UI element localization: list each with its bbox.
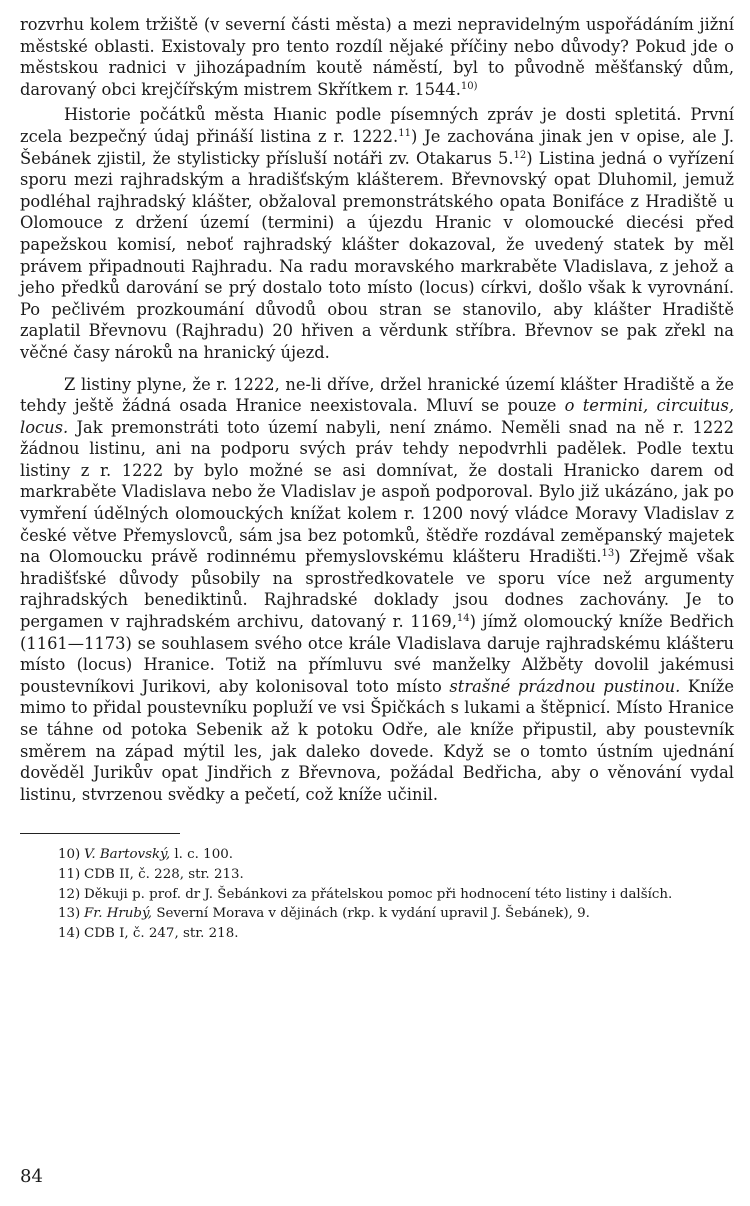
- footnote: [20, 866, 734, 884]
- italic-text: Fr. Hrubý,: [84, 906, 153, 922]
- footnotes: [20, 846, 734, 942]
- footnote-ref: 11: [398, 127, 411, 139]
- italic-text: o termini, circuitus, locus.: [20, 396, 734, 437]
- text-run: Z listiny plyne, že r. 1222, ne-li dříve, držel hranické území klášter Hradiště a že tehdy ještě žádná osada Hranice neexistovala. Mluví se pouze: [20, 374, 734, 416]
- text-run: ) Zřejmě však hradišťské důvody působily na sprostředkovatele ve sporu více než argumenty rajhradských benediktinů. Rajhradské doklady jsou dodnes zachovány. Je to pergamen v rajhradském archivu, datovaný r. 1169,: [20, 547, 734, 632]
- footnote-number: 11): [58, 866, 81, 882]
- footnote: [20, 886, 734, 904]
- paragraph-2: [20, 104, 734, 363]
- page-number: 84: [20, 1166, 43, 1187]
- text-run: ) jímž olomoucký kníže Bedřich (1161—1173) se souhlasem svého otce krále Vladislava daruje rajhradskému klášteru místo (locus) Hranice. Totiž na přímluvu své manželky Alžběty dovolil jakémusi poustevníkovi Jurikovi, aby kolonisoval toto místo: [20, 612, 734, 696]
- footnote-number: 12): [58, 886, 81, 902]
- text-run: ) Listina jedná o vyřízení sporu mezi rajhradským a hradišťským klášterem. Břevnovský opat Dluhomil, jemuž podléhal rajhradský klášter, obžaloval premonstrátského opata Bonifáce z Hradiště u Olomouce z držení území (termini) a újezdu Hranic v olomoucké diecési před papežskou komisí, neboť rajhradský klášter dokazoval, že uvedený statek by měl právem připadnouti Rajhradu. Na radu moravského markraběte Vladislava, z jehož a jeho předků darování se prý dostalo toto místo (locus) církvi, došlo však k vyrovnání. Po pečlivém prozkoumání důvodů obou stran se stanovilo, aby klášter Hradiště zaplatil Břevnovu (Rajhradu) 20 hřiven a věrdunk stříbra. Břevnov se pak zřekl na věčné časy nároků na hranický újezd.: [20, 148, 734, 362]
- text-run: ) Je zachována jinak jen v opise, ale J. Šebánek zjistil, že stylisticky přísluší notáři zv. Otakarus 5.: [20, 126, 734, 168]
- footnote-separator: [20, 833, 180, 834]
- footnote-ref: 10): [460, 80, 478, 92]
- footnote-number: 13): [58, 906, 81, 922]
- footnote-ref: 12: [513, 149, 527, 161]
- italic-text: V. Bartovský,: [84, 847, 171, 863]
- footnote-number: 10): [58, 847, 81, 863]
- text-run: rozvrhu kolem tržiště (v severní části města) a mezi nepravidelným uspořádáním jižní městské oblasti. Existovaly pro tento rozdíl nějaké příčiny nebo důvody? Pokud jde o městskou radnici v jihozápadním koutě náměstí, byl to původně měšťanský dům, darovaný obci krejčířským mistrem Skřítkem r. 1544.: [20, 15, 734, 99]
- text-run: Jak premonstráti toto území nabyli, není známo. Neměli snad na ně r. 1222 žádnou listinu, ani na podporu svých práv tehdy nepodvrhli padělek. Podle textu listiny z r. 1222 by bylo možné se asi domnívat, že dostali Hranicko darem od markraběte Vladislava nebo že Vladislav je aspoň podporoval. Bylo již ukázáno, jak po vymření údělných olomouckých knížat kolem r. 1200 nový vládce Moravy Vladislav z české větve Přemyslovců, sám jsa bez potomků, štědře rozdával zeměpanský majetek na Olomoucku právě rodinnému přemyslovskému klášteru Hradišti.: [20, 417, 734, 567]
- text-run: Historie počátků města Hıanic podle písemných zpráv je dosti spletitá. První zcela bezpečný údaj přináší listina z r. 1222.: [20, 105, 734, 146]
- footnote: [20, 846, 734, 864]
- footnote: [20, 905, 734, 923]
- text-run: CDB I, č. 247, str. 218.: [84, 925, 239, 941]
- text-run: CDB II, č. 228, str. 213.: [84, 866, 244, 882]
- footnote-ref: 13: [601, 548, 615, 560]
- italic-text: strašné prázdnou pustinou.: [449, 676, 681, 696]
- footnote: [20, 925, 734, 943]
- body-text: [20, 14, 734, 805]
- text-run: Kníže mimo to přidal poustevníku popluží ve vsi Špičkách s lukami a štěpnicí. Místo Hranice se táhne od potoka Sebenik až k potoku Odře, ale kníže připustil, aby poustevník směrem na západ mýtil les, jak daleko dovede. Když se o tomto ústním ujednání dověděl Jurikův opat Jindřich z Břevnova, požádal Bedřicha, aby o věnování vydal listinu, stvrzenou svědky a pečetí, což kníže učinil.: [20, 676, 734, 804]
- text-run: Severní Morava v dějinách (rkp. k vydání upravil J. Šebánek), 9.: [152, 906, 590, 922]
- paragraph-3: [20, 374, 734, 806]
- paragraph-1: [20, 14, 734, 100]
- footnote-number: 14): [58, 925, 81, 941]
- text-run: Děkuji p. prof. dr J. Šebánkovi za přátelskou pomoc při hodnocení této listiny i dalších.: [84, 886, 673, 902]
- text-run: l. c. 100.: [170, 847, 233, 863]
- footnote-ref: 14: [456, 613, 470, 625]
